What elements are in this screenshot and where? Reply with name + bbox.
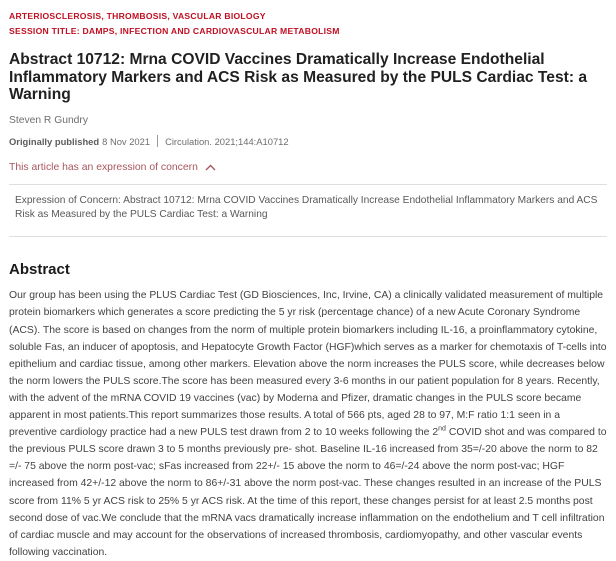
published-date: 8 Nov 2021 (102, 135, 151, 147)
session-title: SESSION TITLE: DAMPS, INFECTION AND CARDIOVASCULAR METABOLISM (9, 25, 340, 36)
article-title: Abstract 10712: Mrna COVID Vaccines Dramatically Increase Endothelial Inflammatory Markers and ACS Risk as Measured by the PULS Cardiac Test: a Warning (9, 51, 588, 104)
concern-link-label: This article has an expression of concern (9, 161, 198, 173)
divider (157, 135, 158, 147)
concern-notice-text: Expression of Concern: Abstract 10712: Mrna COVID Vaccines Dramatically Increase Endothelial Inflammatory Markers and ACS Risk as Measured by the PULS Cardiac Test: a Warning (15, 194, 598, 220)
chevron-up-icon (205, 164, 216, 171)
citation: Circulation. 2021;144:A10712 (165, 135, 289, 147)
abstract-text-2: COVID shot and was compared to the previous PULS score drawn 3 to 5 months previously pre- shot. Baseline IL-16 increased from 35=/-20 above the norm to 82 =/- 75 above the norm post-vac; sFas increased from 22+/- 15 above the norm to 46=/-24 above the norm post-vac; HGF increased from 42+/-12 above the norm to 86+/-31 above the norm post-vac. These changes resulted in an increase of the PULS score from 11% 5 yr ACS risk to 25% 5 yr ACS risk. At the time of this report, these changes persist for at least 2.5 months post second dose of vac.We conclude that the mRNA vacs dramatically increase inflammation on the endothelium and T cell infiltration of cardiac muscle and may account for the observations of increased thrombosis, cardiomyopathy, and other vascular events following vaccination. (9, 427, 607, 558)
abstract-heading: Abstract (9, 261, 70, 279)
abstract-superscript: nd (438, 425, 446, 433)
expression-of-concern-toggle[interactable] (9, 161, 216, 174)
published-label: Originally published (9, 135, 100, 147)
abstract-text-1: Our group has been using the PLUS Cardiac Test (GD Biosciences, Inc, Irvine, CA) a clinically validated measurement of multiple protein biomarkers which generates a score predicting the 5 yr risk (percentage chance) of a new Acute Coronary Syndrome (ACS). The score is based on changes from the norm of multiple protein biomarkers including IL-16, a proinflammatory cytokine, soluble Fas, an inducer of apoptosis, and Hepatocyte Growth Factor (HGF)which serves as a marker for chemotaxis of T-cells into epithelium and cardiac tissue, among other markers. Elevation above the norm increases the PULS score, while decreases below the norm lowers the PULS score.The score has been measured every 3-6 months in our patient population for 8 years. Recently, with the advent of the mRNA COVID 19 vaccines (vac) by Moderna and Pfizer, dramatic changes in the PULS score became apparent in most patients.This report summarizes those results. A total of 566 pts, aged 28 to 97, M:F ratio 1:1 seen in a preventive cardiology practice had a new PULS test drawn from 2 to 10 weeks following the 2 (9, 290, 607, 439)
journal-category-link[interactable]: ARTERIOSCLEROSIS, THROMBOSIS, VASCULAR BIOLOGY (9, 11, 266, 21)
author-name[interactable]: Steven R Gundry (9, 114, 88, 126)
expression-of-concern-notice (9, 184, 607, 238)
abstract-body (9, 287, 607, 561)
publication-info (9, 135, 607, 148)
